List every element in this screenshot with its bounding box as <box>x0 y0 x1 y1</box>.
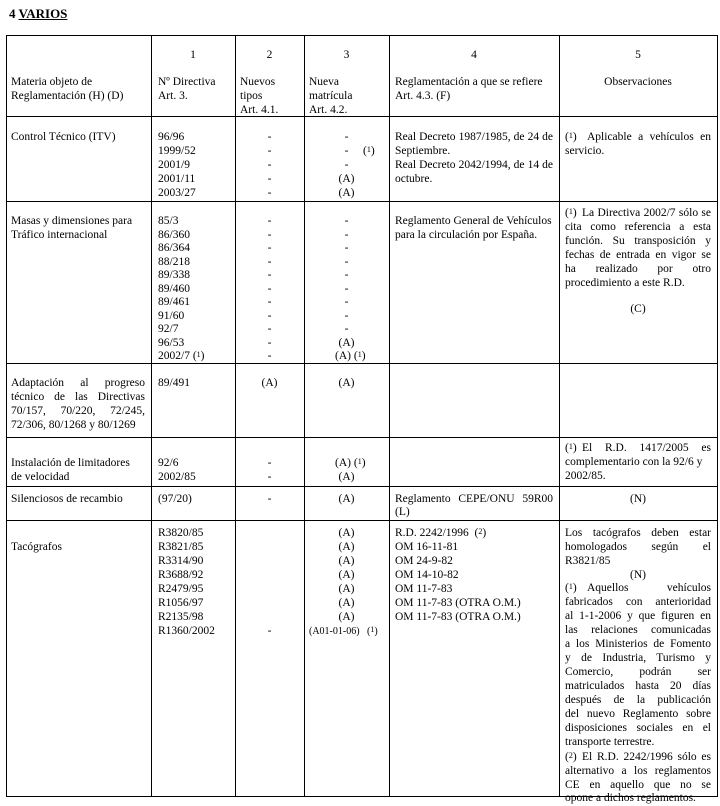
observacion-text: alternativo a los reglamentos <box>565 765 711 777</box>
directiva: 89/491 <box>158 377 190 389</box>
observacion-text: CE en aquello que no se <box>565 779 711 791</box>
footnote-number: 1 <box>568 207 573 216</box>
row-rule <box>6 437 718 438</box>
directiva: 89/461 <box>158 296 190 308</box>
header-directiva: Nº Directiva <box>158 76 216 88</box>
header-matricula: Nueva <box>309 76 340 88</box>
observacion-text: transporte terrestre. <box>565 736 655 748</box>
nuevos-value: - <box>267 228 272 241</box>
observacion-text: procedimiento a este R.D. <box>565 277 685 289</box>
observacion-text: R3821/85 <box>565 555 611 567</box>
matricula-value: (A) <box>335 457 351 469</box>
directiva: 86/360 <box>158 228 190 241</box>
observacion-text: La Directiva 2002/7 sólo se <box>582 207 711 219</box>
header-materia: Reglamentación (H) (D) <box>11 90 124 102</box>
header-reglamentacion: Art. 4.3. (F) <box>395 90 451 102</box>
matricula-value: - <box>344 159 349 171</box>
header-nuevos: Nuevos <box>240 76 276 88</box>
matricula-value: (A) <box>338 471 355 483</box>
nuevos-value: - <box>267 309 272 322</box>
observacion-text: las relaciones comunicadas <box>565 624 711 636</box>
reglamentacion-text: OM 11-7-83 (OTRA O.M.) <box>395 597 521 609</box>
table-border-right <box>717 35 718 797</box>
section-heading <box>9 6 67 22</box>
matricula-value: - <box>344 215 349 227</box>
matricula-value: - <box>344 131 349 143</box>
directiva: R3688/92 <box>158 569 204 581</box>
observacion-text: servicio. <box>565 145 605 157</box>
matricula-value: - <box>344 282 349 295</box>
observacion-text: homologados según el <box>565 541 711 553</box>
observacion-text: El R.D. 2242/1996 sólo es <box>582 751 711 763</box>
reglamentacion-text: para la circulación por España. <box>395 229 538 241</box>
header-rule <box>6 116 718 117</box>
nuevos-value: - <box>267 173 272 185</box>
header-nuevos: tipos <box>240 90 263 102</box>
obs-footnote: ($^1$) <box>565 442 577 454</box>
observacion-code: (C) <box>630 303 646 315</box>
directiva: R1360/2002 <box>158 625 215 637</box>
obs-footnote: ($^1$) <box>565 582 577 594</box>
matricula-value: (A) <box>338 555 355 567</box>
observacion-text: fabricados con anterioridad <box>565 596 711 608</box>
matricula-value: - <box>344 242 349 254</box>
directiva: 2001/11 <box>158 173 196 185</box>
materia-limitadores: de velocidad <box>11 471 70 483</box>
materia-masas: Tráfico internacional <box>11 229 108 241</box>
matricula-value: (A) <box>338 377 355 389</box>
reglamentacion-with-note: R.D. 2242/1996 ($^2$) <box>395 527 487 539</box>
obs-footnote: ($^1$) <box>565 207 577 219</box>
observacion-text: Aplicable a vehículos en <box>587 131 711 143</box>
matricula-value: (A) <box>338 541 355 553</box>
observacion-text: disposiciones sociales en el <box>565 722 711 734</box>
observacion-text: ha realizado por otro <box>565 263 711 275</box>
footnote-number: 2 <box>568 751 573 760</box>
directiva: 89/460 <box>158 282 190 295</box>
reglamentacion-text: OM 14-10-82 <box>395 569 459 581</box>
observacion-text: fechas de entrada en vigor se <box>565 249 711 261</box>
matricula-value: (A) <box>338 611 355 623</box>
directiva: 2001/9 <box>158 159 190 171</box>
observacion-text: complementario con la 92/6 y <box>565 456 703 468</box>
observacion-text: 2002/85. <box>565 470 606 482</box>
matricula-value: - <box>344 323 349 335</box>
directiva: 2003/27 <box>158 187 196 199</box>
materia-itv: Control Técnico (ITV) <box>11 131 116 143</box>
observacion-text: cita como referencia a esta <box>565 221 711 233</box>
observacion-text: y de Industria, Turismo y <box>565 652 711 664</box>
header-reglamentacion: Reglamentación a que se refiere <box>395 76 543 88</box>
matricula-value: (A) <box>338 583 355 595</box>
directiva-last: 2002/7 ($^1$) <box>158 350 205 362</box>
matricula-value: (A) <box>338 493 355 505</box>
nuevos-value: (A) <box>261 377 278 389</box>
table-border-left <box>6 35 7 797</box>
row-rule <box>6 486 718 487</box>
row-rule <box>6 520 718 521</box>
matricula-value: (A) <box>335 350 351 362</box>
reglamentacion-text: Reglamento CEPE/ONU 59R00 <box>395 493 553 505</box>
nuevos-value: - <box>267 131 272 143</box>
reglamentacion-text: OM 11-7-83 (OTRA O.M.) <box>395 611 521 623</box>
observacion-text: a los Ministerios de Fomento <box>565 638 711 650</box>
reglamentacion-text: Real Decreto 2042/1994, de 14 de <box>395 159 553 171</box>
column-rule <box>389 35 390 797</box>
observacion-code: (N) <box>630 569 646 581</box>
directiva: 92/7 <box>158 323 179 335</box>
table-border-top <box>6 35 718 36</box>
observacion-text: El R.D. 1417/2005 es <box>582 442 711 454</box>
footnote-number: 1 <box>568 442 573 451</box>
observacion-text: al 1-1-2006 y que figuren en <box>565 610 711 622</box>
reglamentacion-text: OM 16-11-81 <box>395 541 459 553</box>
header-materia: Materia objeto de <box>11 76 93 88</box>
materia-masas: Masas y dimensiones para <box>11 215 133 227</box>
column-rule <box>559 35 560 797</box>
matricula-value: - <box>344 145 349 157</box>
directiva: (97/20) <box>158 493 192 505</box>
materia-limitadores: Instalación de limitadores <box>11 457 130 469</box>
footnote-number: 1 <box>357 350 362 359</box>
header-nuevos: Art. 4.1. <box>240 104 279 116</box>
observacion-text: matriculados hasta 20 días <box>565 680 711 692</box>
reglamentacion-text: OM 24-9-82 <box>395 555 453 567</box>
materia-silenciosos: Silenciosos de recambio <box>11 493 123 505</box>
obs-footnote: ($^2$) <box>565 751 577 763</box>
matricula-value: (A) <box>338 173 355 185</box>
directiva: 92/6 <box>158 457 179 469</box>
section-title: VARIOS <box>18 6 68 21</box>
col-number-2: 2 <box>266 49 273 61</box>
materia-adaptacion: técnico de las Directivas <box>11 391 145 403</box>
directiva: 89/338 <box>158 269 190 281</box>
observacion-text: del nuevo Reglamento sobre <box>565 708 711 720</box>
observacion-text: después de la publicación <box>565 694 711 706</box>
col-number-5: 5 <box>635 49 641 61</box>
footnote-number: 2 <box>478 527 483 536</box>
reglamentacion-text: OM 11-7-83 <box>395 583 453 595</box>
observacion-text: opone a dichos reglamentos. <box>565 792 696 804</box>
directiva: 96/96 <box>158 131 185 143</box>
nuevos-value: - <box>267 625 272 637</box>
row-rule <box>6 201 718 202</box>
materia-adaptacion: 72/306, 80/1268 y 80/1269 <box>11 419 136 431</box>
matricula-value: - <box>344 255 349 268</box>
directiva: R1056/97 <box>158 597 204 609</box>
header-matricula: matrícula <box>309 90 353 102</box>
nuevos-value: - <box>267 296 272 308</box>
directiva: R3314/90 <box>158 555 204 567</box>
header-directiva: Art. 3. <box>158 90 188 102</box>
materia-adaptacion: Adaptación al progreso <box>11 377 145 389</box>
materia-adaptacion: 70/157, 70/220, 72/245, <box>11 405 145 417</box>
nuevos-value: - <box>267 255 272 268</box>
matricula-with-note: (A) ($^1$) <box>335 457 366 469</box>
nuevos-value: - <box>267 336 272 349</box>
observacion-text: Comercio, podrán ser <box>565 666 711 678</box>
directiva: R3820/85 <box>158 527 204 539</box>
nuevos-value: - <box>267 282 272 295</box>
directiva: R2135/98 <box>158 611 204 623</box>
directiva: 85/3 <box>158 215 179 227</box>
nuevos-value: - <box>267 269 272 281</box>
observacion-text: Los tacógrafos deben estar <box>565 527 711 539</box>
matricula-value: (A) <box>338 597 355 609</box>
matricula-value: - <box>344 228 349 241</box>
observacion-code: (N) <box>630 493 646 505</box>
col-number-3: 3 <box>343 49 350 61</box>
footnote-number: 1 <box>568 582 573 591</box>
materia-tacografos: Tacógrafos <box>11 541 62 553</box>
directiva: 2002/85 <box>158 471 196 483</box>
footnote-number: 1 <box>370 625 375 634</box>
footnote-number: 1 <box>568 131 573 140</box>
section-number: 4 <box>9 6 16 21</box>
header-matricula: Art. 4.2. <box>309 104 348 116</box>
nuevos-value: - <box>267 471 272 483</box>
directiva: R3821/85 <box>158 541 204 553</box>
nuevos-value: - <box>267 187 272 199</box>
nuevos-value: - <box>267 145 272 157</box>
observacion-text: Aquellos vehículos <box>587 582 711 594</box>
matricula-value: - <box>344 309 349 322</box>
matricula-value: (A) <box>338 569 355 581</box>
nuevos-value: - <box>267 242 272 254</box>
obs-footnote: ($^1$) <box>565 131 577 143</box>
column-rule <box>151 35 152 797</box>
matricula-value: (A) <box>338 187 355 199</box>
nuevos-value: - <box>267 159 272 171</box>
nuevos-value: - <box>267 493 272 505</box>
matricula-value: (A01-01-06) <box>309 626 360 637</box>
nuevos-value: - <box>267 215 272 227</box>
footnote-number: 1 <box>196 350 201 359</box>
footnote-ref: ($^1$) <box>363 145 375 157</box>
nuevos-value: - <box>267 323 272 335</box>
reglamentacion-text: Real Decreto 1987/1985, de 24 de <box>395 131 553 143</box>
header-observaciones: Observaciones <box>604 76 672 88</box>
matricula-value: (A) <box>338 527 355 539</box>
reglamentacion-text: Reglamento General de Vehículos <box>395 215 552 227</box>
col-number-1: 1 <box>190 49 196 61</box>
matricula-value: - <box>344 269 349 281</box>
matricula-value: (A) <box>338 336 355 349</box>
nuevos-value: - <box>267 350 272 362</box>
directiva: 1999/52 <box>158 145 196 157</box>
regulation-table <box>6 35 718 804</box>
directiva: 88/218 <box>158 255 190 268</box>
matricula-with-note: (A) ($^1$) <box>335 350 366 362</box>
col-number-4: 4 <box>471 49 477 61</box>
directiva: R2479/95 <box>158 583 204 595</box>
footnote-number: 1 <box>366 145 371 154</box>
reglamentacion-text: Septiembre. <box>395 145 451 157</box>
reglamentacion-text: R.D. 2242/1996 <box>395 527 469 539</box>
directiva: 96/53 <box>158 336 185 349</box>
matricula-with-note: (A01-01-06) ($^1$) <box>309 625 378 637</box>
reglamentacion-text: (L) <box>395 506 410 518</box>
directiva: 86/364 <box>158 242 190 254</box>
observacion-text: función. Su transposición y <box>565 235 711 247</box>
footnote-number: 1 <box>357 457 362 466</box>
matricula-value: - <box>344 296 349 308</box>
reglamentacion-text: octubre. <box>395 173 433 185</box>
directiva: 91/60 <box>158 309 185 322</box>
directiva: 2002/7 <box>158 350 190 362</box>
nuevos-value: - <box>267 457 272 469</box>
